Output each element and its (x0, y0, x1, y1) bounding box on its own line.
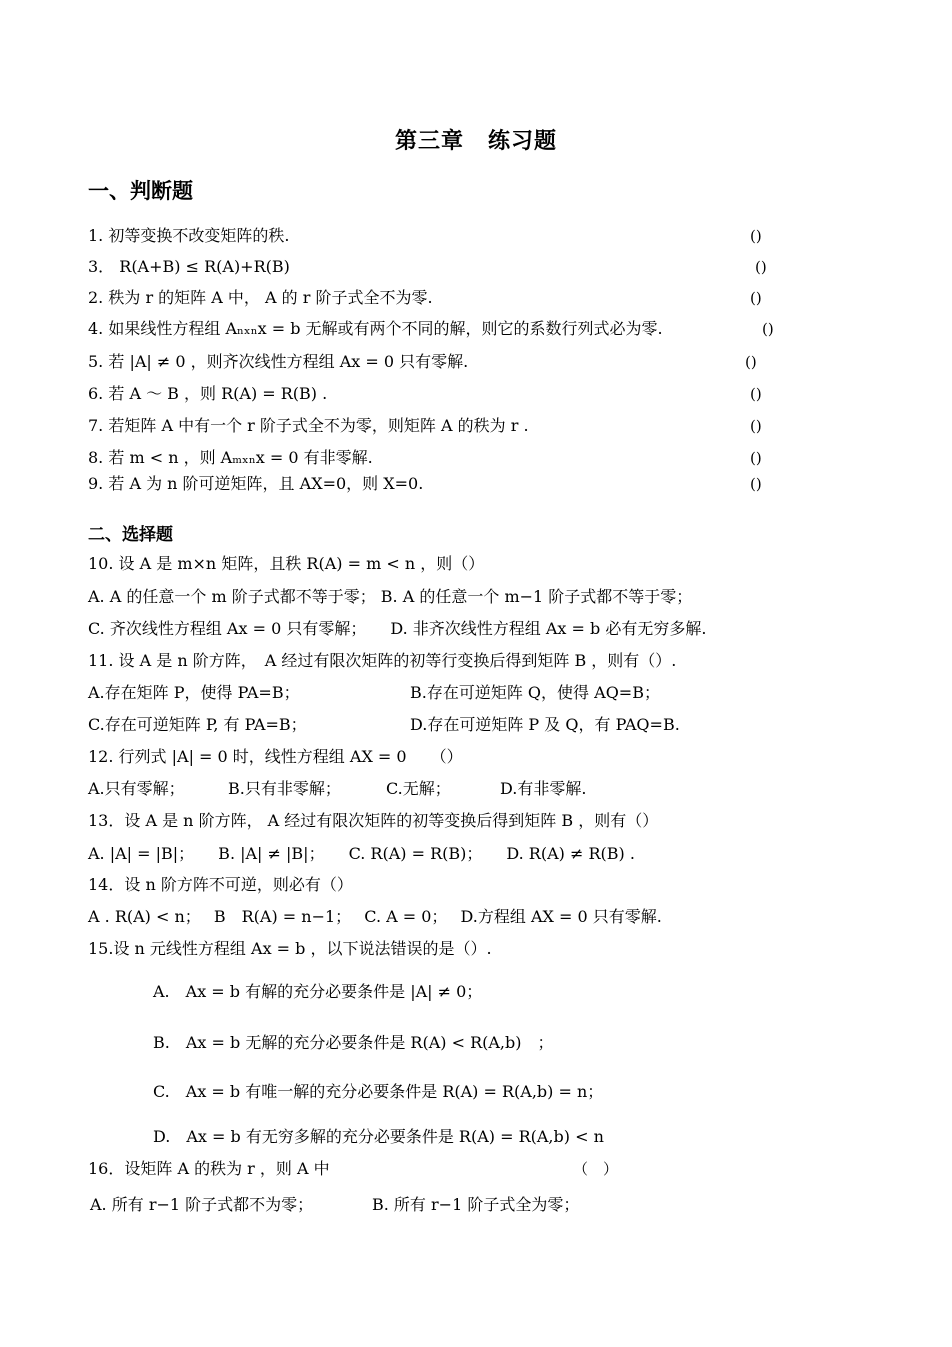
mc-q11-option-a: A.存在矩阵 P，使得 PA=B； (88, 683, 300, 702)
title-part2: 练习题 (488, 129, 558, 154)
mc-question-11: 11. 设 A 是 n 阶方阵， A 经过有限次矩阵的初等行变换后得到矩阵 B ，则有（）. (88, 651, 677, 670)
mc-question-12: 12. 行列式 |A| = 0 时，线性方程组 AX = 0 （） (88, 747, 463, 766)
tf-answer-paren-9: () (750, 475, 762, 493)
tf-answer-paren-4: () (762, 320, 774, 338)
tf-question-3: 3． R(A+B) ≤ R(A)+R(B) (88, 257, 290, 276)
mc-q12-option-c: C.无解； (386, 779, 451, 798)
page-title (0, 124, 952, 155)
mc-q11-option-c: C.存在可逆矩阵 P, 有 PA=B； (88, 715, 307, 734)
mc-q11-option-b: B.存在可逆矩阵 Q，使得 AQ=B； (410, 683, 660, 702)
mc-q10-options-cd: C. 齐次线性方程组 Ax = 0 只有零解； D. 非齐次线性方程组 Ax = b 必有无穷多解. (88, 619, 707, 638)
section-heading-multiple-choice: 二、选择题 (88, 525, 173, 545)
tf-question-5: 5. 若 |A| ≠ 0 ，则齐次线性方程组 Ax = 0 只有零解. (88, 352, 469, 371)
tf-question-1: 1. 初等变换不改变矩阵的秩. (88, 226, 290, 245)
mc-q12-option-d: D.有非零解. (500, 779, 587, 798)
mc-q11-option-d: D.存在可逆矩阵 P 及 Q，有 PAQ=B. (410, 715, 680, 734)
mc-q12-option-b: B.只有非零解； (228, 779, 341, 798)
mc-q16-option-a: A. 所有 r−1 阶子式都不为零； (90, 1195, 314, 1214)
mc-q16-answer-paren: （ ） (573, 1160, 619, 1178)
mc-q15-option-c: C. Ax = b 有唯一解的充分必要条件是 R(A) = R(A,b) = n； (153, 1082, 604, 1101)
tf-answer-paren-2: () (750, 289, 762, 307)
tf-question-8: 8. 若 m < n ，则 Aₘₓₙx = 0 有非零解. (88, 448, 373, 467)
tf-answer-paren-7: () (750, 417, 762, 435)
mc-q14-options: A . R(A) < n； B R(A) = n−1； C. A = 0； D.方程组 AX = 0 只有零解. (88, 907, 662, 926)
tf-answer-paren-8: () (750, 449, 762, 467)
mc-q16-option-b: B. 所有 r−1 阶子式全为零； (372, 1195, 580, 1214)
mc-q15-option-d: D. Ax = b 有无穷多解的充分必要条件是 R(A) = R(A,b) < n (153, 1127, 604, 1146)
tf-question-4: 4. 如果线性方程组 Aₙₓₙx = b 无解或有两个不同的解，则它的系数行列式必为零. (88, 319, 663, 338)
tf-answer-paren-1: () (750, 227, 762, 245)
mc-q15-option-b: B. Ax = b 无解的充分必要条件是 R(A) < R(A,b) ； (153, 1033, 554, 1052)
mc-question-13: 13．设 A 是 n 阶方阵， A 经过有限次矩阵的初等变换后得到矩阵 B ，则有（） (88, 811, 659, 830)
mc-q10-options-ab: A. A 的任意一个 m 阶子式都不等于零； B. A 的任意一个 m−1 阶子式都不等于零； (88, 587, 693, 606)
mc-q12-option-a: A.只有零解； (88, 779, 185, 798)
mc-question-10: 10. 设 A 是 m×n 矩阵，且秩 R(A) = m < n ，则（） (88, 554, 485, 573)
mc-question-15: 15.设 n 元线性方程组 Ax = b ，以下说法错误的是（）. (88, 939, 492, 958)
mc-question-16: 16．设矩阵 A 的秩为 r ，则 A 中 (88, 1159, 330, 1178)
tf-question-9: 9. 若 A 为 n 阶可逆矩阵，且 AX=0，则 X=0. (88, 474, 424, 493)
mc-q13-options: A. |A| = |B|； B. |A| ≠ |B|； C. R(A) = R(B)； D. R(A) ≠ R(B) . (88, 844, 635, 863)
tf-question-2: 2. 秩为 r 的矩阵 A 中， A 的 r 阶子式全不为零. (88, 288, 433, 307)
mc-q15-option-a: A. Ax = b 有解的充分必要条件是 |A| ≠ 0； (153, 982, 483, 1001)
tf-answer-paren-6: () (750, 385, 762, 403)
title-part1: 第三章 (394, 129, 464, 154)
tf-answer-paren-3: () (755, 258, 767, 276)
section-heading-true-false: 一、判断题 (88, 179, 193, 203)
tf-question-7: 7. 若矩阵 A 中有一个 r 阶子式全不为零，则矩阵 A 的秩为 r . (88, 416, 529, 435)
tf-answer-paren-5: () (745, 353, 757, 371)
tf-question-6: 6. 若 A ～ B ，则 R(A) = R(B) . (88, 384, 328, 403)
mc-question-14: 14．设 n 阶方阵不可逆，则必有（） (88, 875, 353, 894)
